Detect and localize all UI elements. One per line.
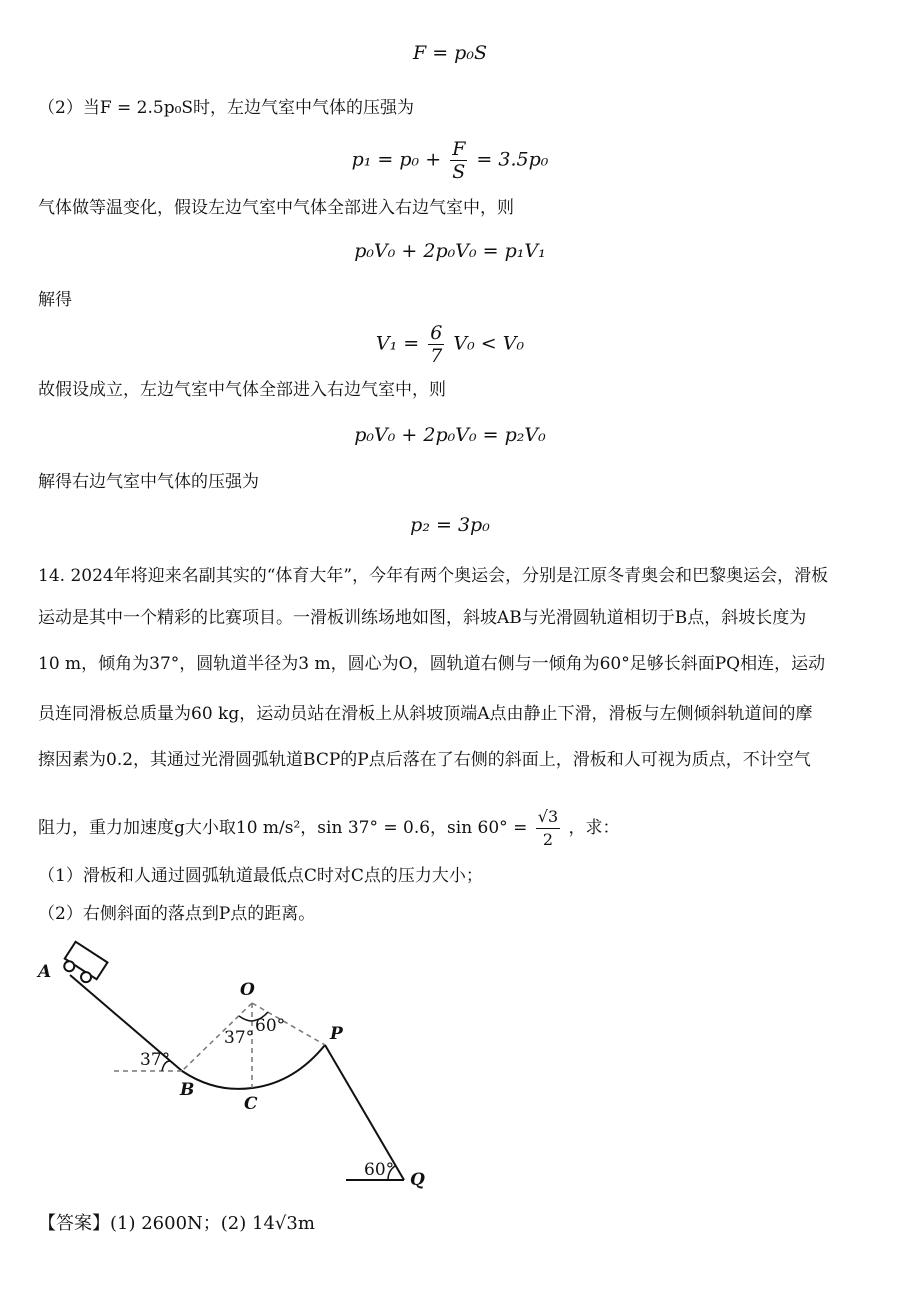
eq-p1-den: S xyxy=(452,161,466,183)
label-C: C xyxy=(244,1094,258,1114)
angle-label-O-right: 60° xyxy=(255,1016,286,1036)
arc-BCP xyxy=(182,1045,325,1089)
equation-F: F = p₀S xyxy=(413,42,487,64)
equation-p1 xyxy=(0,138,900,183)
problem14-line2: 运动是其中一个精彩的比赛项目。一滑板训练场地如图，斜坡AB与光滑圆轨道相切于B点，斜坡长度为 xyxy=(38,608,807,628)
eq-V1-fraction xyxy=(428,322,444,367)
isothermal-text: 气体做等温变化，假设左边气室中气体全部进入右边气室中，则 xyxy=(38,198,514,218)
question-2: （2）右侧斜面的落点到P点的距离。 xyxy=(38,904,316,924)
angle-label-B: 37° xyxy=(140,1050,171,1070)
angle-label-O-left: 37° xyxy=(224,1028,255,1048)
eq-V1-num: 6 xyxy=(430,322,443,344)
problem14-line4: 员连同滑板总质量为60 kg，运动员站在滑板上从斜坡顶端A点由静止下滑，滑板与左侧倾斜轨道间的摩 xyxy=(38,704,813,724)
label-A: A xyxy=(38,962,52,982)
equation-boyle-1: p₀V₀ + 2p₀V₀ = p₁V₁ xyxy=(354,240,546,262)
eq-p1-fraction xyxy=(450,138,467,183)
sin60-den: 2 xyxy=(542,830,554,849)
eq-p1-right: = 3.5p₀ xyxy=(476,148,549,171)
label-B: B xyxy=(180,1080,195,1100)
angle-label-Q: 60° xyxy=(364,1160,395,1180)
eq-V1-left: V₁ = xyxy=(375,332,420,355)
label-O: O xyxy=(240,980,255,1000)
angle-arc-O-left xyxy=(239,1016,252,1021)
eq-V1-den: 7 xyxy=(430,345,443,367)
assumption-text: 故假设成立，左边气室中气体全部进入右边气室中，则 xyxy=(38,380,446,400)
label-Q: Q xyxy=(410,1170,425,1190)
problem14-line6-b: ，求： xyxy=(568,818,620,838)
sin60-fraction xyxy=(536,806,560,851)
track-figure xyxy=(30,935,460,1195)
problem14-line5: 擦因素为0.2，其通过光滑圆弧轨道BCP的P点后落在了右侧的斜面上，滑板和人可视为质点，不计空气 xyxy=(38,750,811,770)
solve-right-text: 解得右边气室中气体的压强为 xyxy=(38,472,259,492)
problem14-line6 xyxy=(38,806,620,851)
sin60-num: √3 xyxy=(536,806,560,829)
problem14-line3: 10 m，倾角为37°，圆轨道半径为3 m，圆心为O，圆轨道右侧与一倾角为60°足够长斜面PQ相连，运动 xyxy=(38,654,826,674)
solve-text: 解得 xyxy=(38,290,72,310)
step2-intro: （2）当F = 2.5p₀S时，左边气室中气体的压强为 xyxy=(38,98,415,118)
eq-p1-num: F xyxy=(452,138,466,160)
problem14-line1: 14. 2024年将迎来名副其实的“体育大年”，今年有两个奥运会，分别是江原冬青奥会和巴黎奥运会，滑板 xyxy=(38,566,829,586)
skateboard xyxy=(60,942,108,987)
eq-V1-right: V₀ < V₀ xyxy=(453,332,525,355)
problem14-line6-a: 阻力，重力加速度g大小取10 m/s²，sin 37° = 0.6，sin 60° = xyxy=(38,818,528,838)
equation-V1 xyxy=(0,322,900,367)
equation-boyle-2: p₀V₀ + 2p₀V₀ = p₂V₀ xyxy=(354,424,546,446)
label-P: P xyxy=(330,1024,343,1044)
question-1: （1）滑板和人通过圆弧轨道最低点C时对C点的压力大小； xyxy=(38,866,483,886)
equation-p2: p₂ = 3p₀ xyxy=(410,514,490,536)
eq-p1-left: p₁ = p₀ + xyxy=(351,148,442,171)
answer: 【答案】(1) 2600N；(2) 14√3m xyxy=(38,1213,315,1234)
